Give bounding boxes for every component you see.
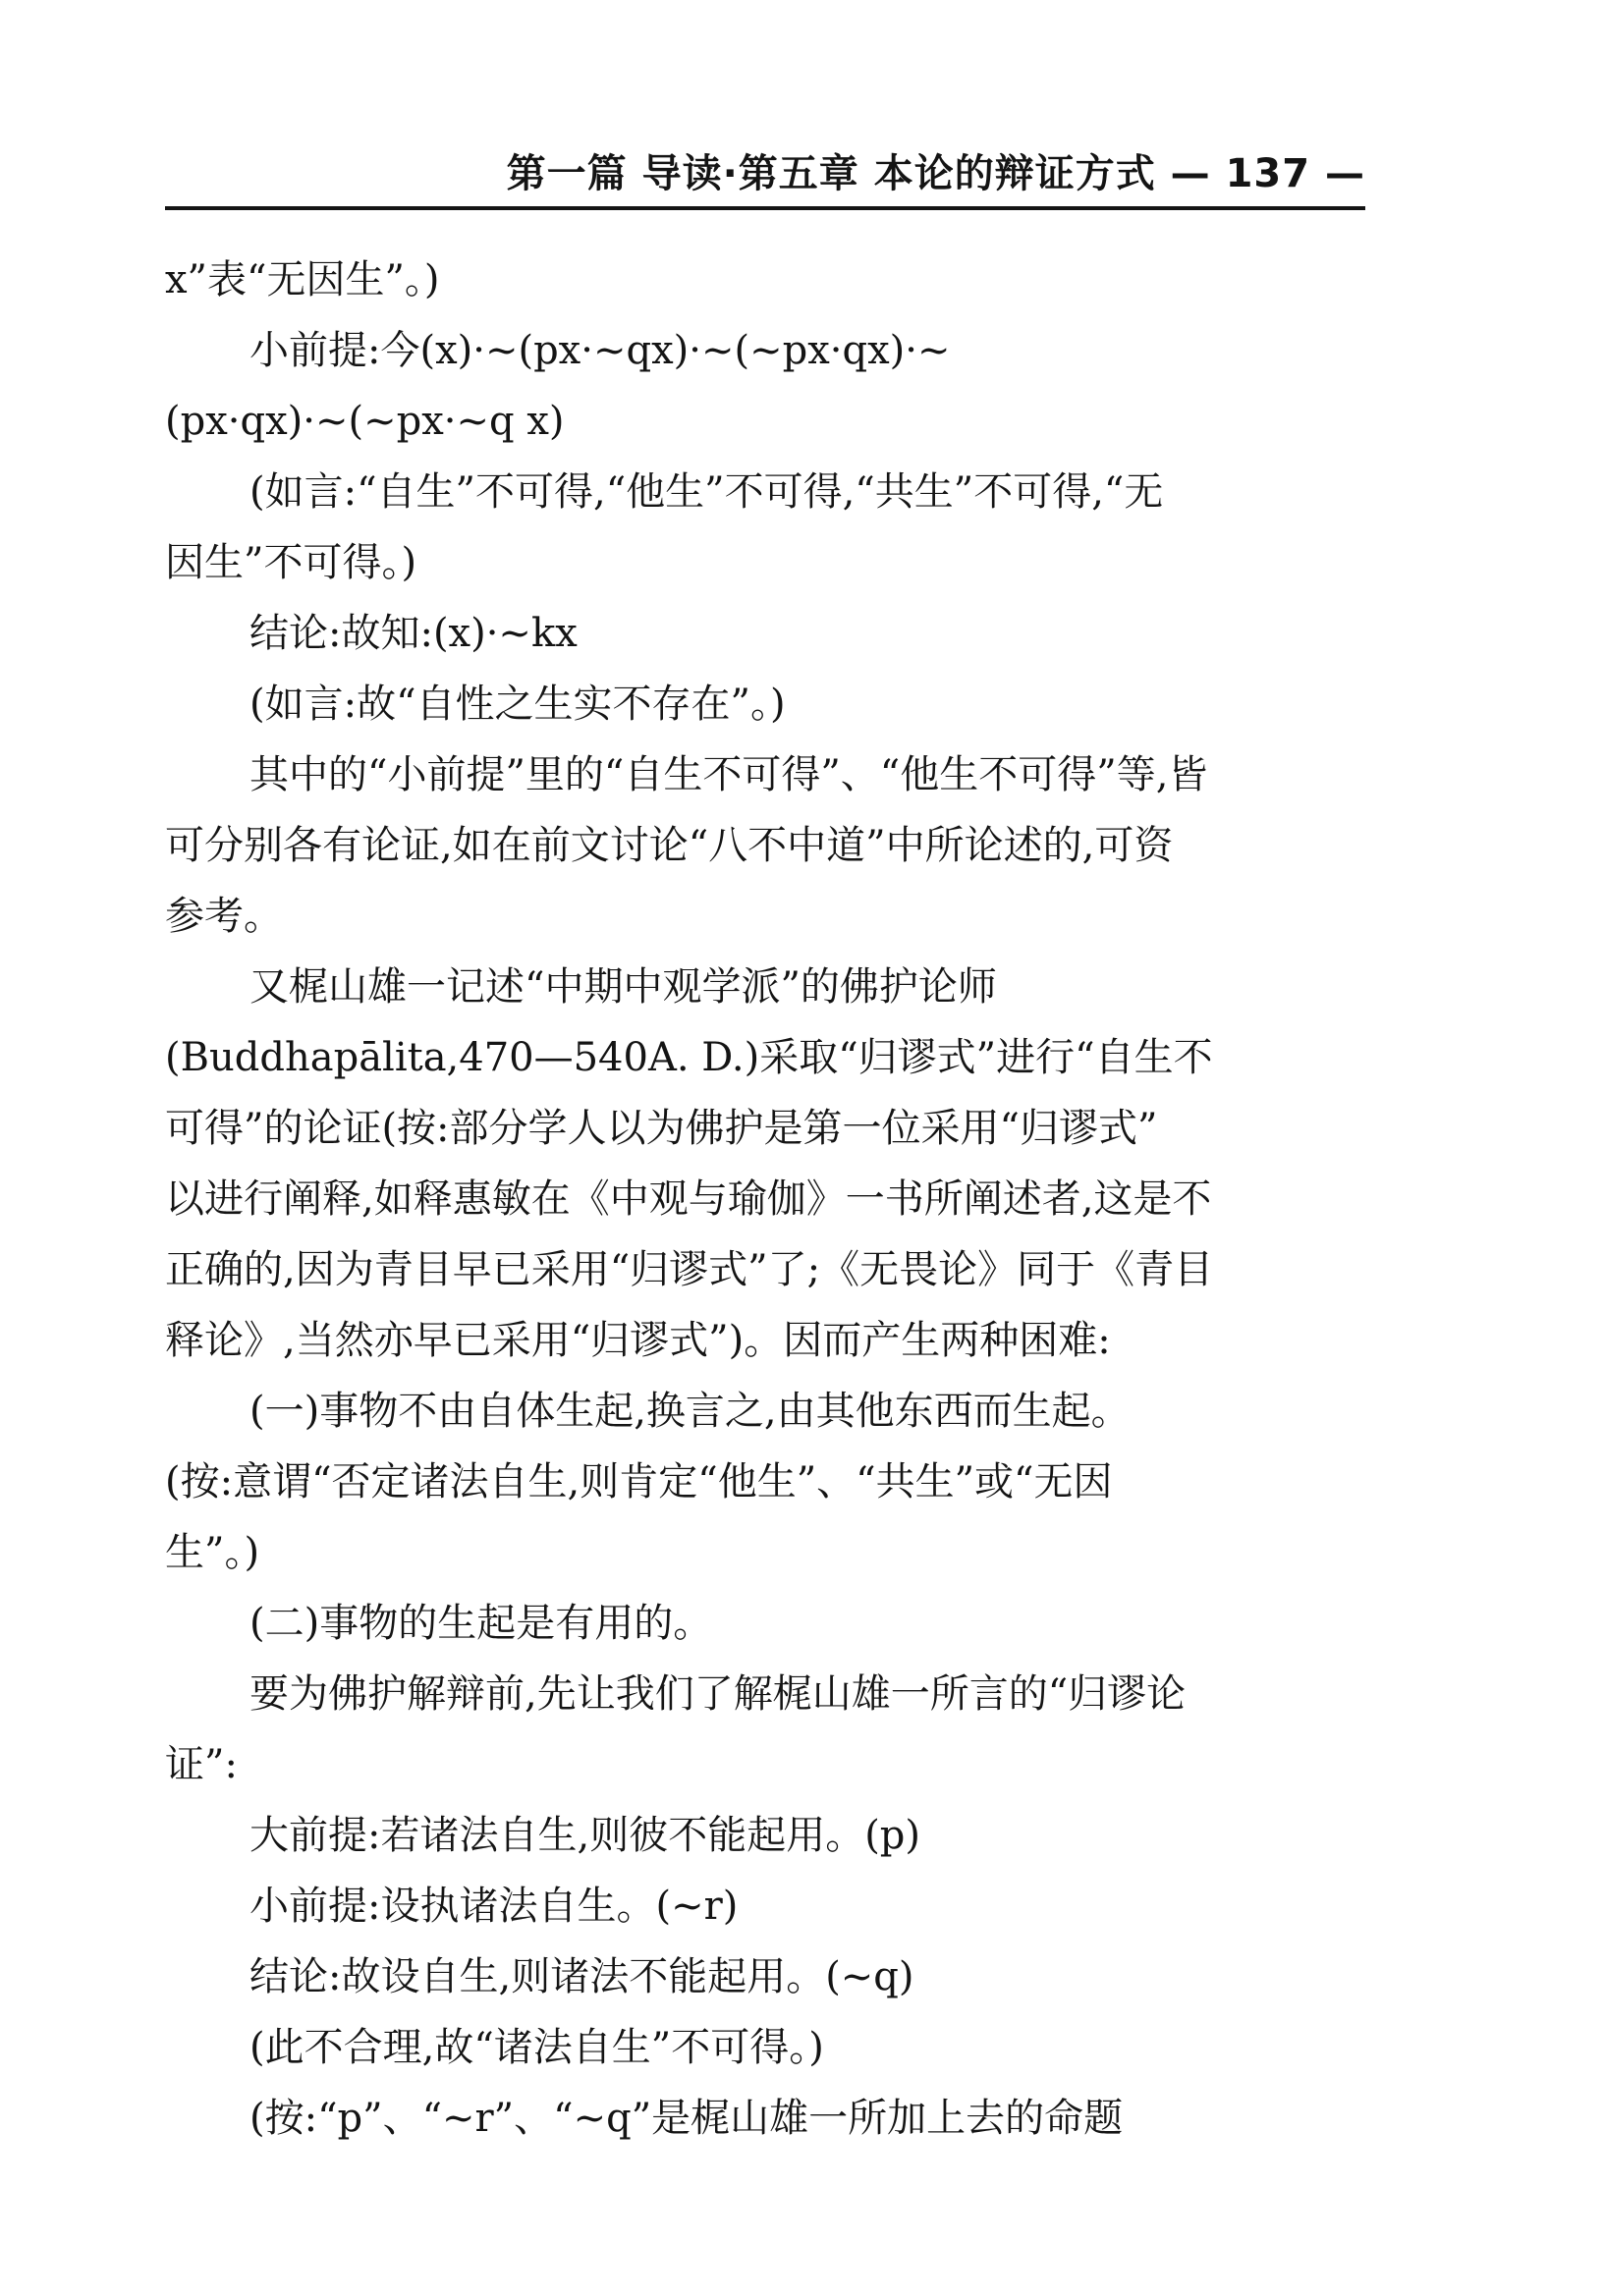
text-line: (Buddhapālita,470—540A. D.)采取“归谬式”进行“自生不 [165, 1035, 1213, 1080]
text-line: (按:意谓“否定诸法自生,则肯定“他生”、“共生”或“无因 [165, 1459, 1113, 1504]
text-line: x”表“无因生”。) [165, 257, 440, 302]
text-line: 结论:故设自生,则诸法不能起用。(~q) [249, 1954, 914, 1999]
text-line: (如言:故“自性之生实不存在”。) [249, 682, 786, 727]
text-line: 释论》,当然亦早已采用“归谬式”)。因而产生两种困难: [165, 1318, 1111, 1363]
text-line: 因生”不可得。) [165, 540, 417, 585]
text-line: 又梶山雄一记述“中期中观学派”的佛护论师 [249, 964, 997, 1010]
text-line: 正确的,因为青目早已采用“归谬式”了;《无畏论》同于《青目 [165, 1247, 1214, 1292]
running-header [165, 147, 1365, 210]
text-line: (如言:“自生”不可得,“他生”不可得,“共生”不可得,“无 [249, 469, 1164, 515]
text-line: (二)事物的生起是有用的。 [249, 1601, 713, 1646]
text-line: 生”。) [165, 1530, 260, 1575]
text-line: (按:“p”、“~r”、“~q”是梶山雄一所加上去的命题 [249, 2096, 1124, 2141]
text-line: 小前提:今(x)·~(px·~qx)·~(~px·qx)·~ [249, 328, 951, 373]
text-line: 其中的“小前提”里的“自生不可得”、“他生不可得”等,皆 [249, 752, 1208, 797]
text-line: (px·qx)·~(~px·~q x) [165, 399, 565, 444]
text-line: 结论:故知:(x)·~kx [249, 611, 578, 656]
text-line: 证”: [165, 1742, 238, 1787]
text-line: 可得”的论证(按:部分学人以为佛护是第一位采用“归谬式” [165, 1106, 1158, 1151]
text-line: 大前提:若诸法自生,则彼不能起用。(p) [249, 1813, 921, 1858]
text-line: 参考。 [165, 894, 283, 939]
running-title: 第一篇 导读·第五章 本论的辩证方式 — 137 — [506, 151, 1365, 196]
text-line: (一)事物不由自体生起,换言之,由其他东西而生起。 [249, 1389, 1131, 1434]
text-line: 可分别各有论证,如在前文讨论“八不中道”中所论述的,可资 [165, 823, 1174, 868]
text-line: (此不合理,故“诸法自生”不可得。) [249, 2025, 824, 2070]
text-line: 要为佛护解辩前,先让我们了解梶山雄一所言的“归谬论 [249, 1671, 1187, 1717]
text-line: 以进行阐释,如释惠敏在《中观与瑜伽》一书所阐述者,这是不 [165, 1176, 1212, 1222]
text-line: 小前提:设执诸法自生。(~r) [249, 1884, 739, 1929]
